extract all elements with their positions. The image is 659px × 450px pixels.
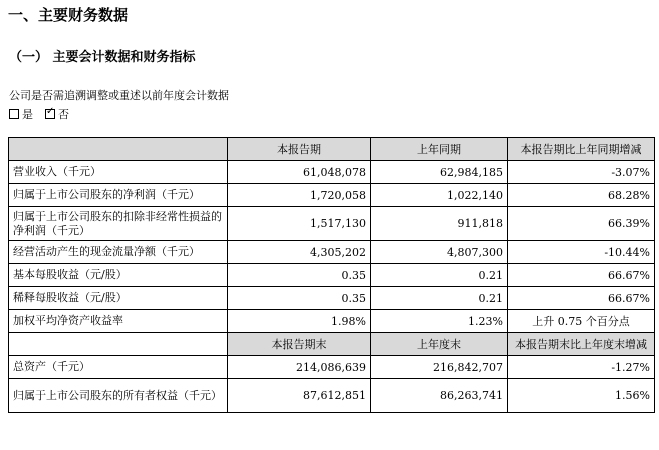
subsection-heading: （一） 主要会计数据和财务指标 (9, 50, 196, 65)
table-row (9, 264, 655, 287)
current-period-value: 0.35 (228, 264, 371, 287)
prior-period-value: 4,807,300 (371, 241, 508, 264)
row-label: 经营活动产生的现金流量净额（千元） (9, 241, 228, 264)
header-cell (9, 333, 228, 356)
prior-period-value: 0.21 (371, 264, 508, 287)
restatement-choice (9, 106, 69, 122)
checkbox-no-checked[interactable] (45, 109, 55, 119)
current-period-value: 1,517,130 (228, 207, 371, 241)
table-row (9, 161, 655, 184)
header-cell: 上年同期 (371, 138, 508, 161)
option-yes-label: 是 (22, 108, 33, 121)
prior-period-value: 62,984,185 (371, 161, 508, 184)
row-label: 归属于上市公司股东的扣除非经常性损益的净利润（千元） (9, 207, 228, 241)
change-value: 66.67% (508, 264, 655, 287)
section-heading: 一、主要财务数据 (8, 6, 129, 24)
change-value: -1.27% (508, 356, 655, 379)
header-cell: 本报告期末比上年度末增减 (508, 333, 655, 356)
current-period-value: 1.98% (228, 310, 371, 333)
change-value: 66.67% (508, 287, 655, 310)
prior-period-value: 0.21 (371, 287, 508, 310)
table2-header-row (9, 333, 655, 356)
restatement-question: 公司是否需追溯调整或重述以前年度会计数据 (9, 89, 229, 102)
period-end-value: 214,086,639 (228, 356, 371, 379)
checkbox-yes[interactable] (9, 109, 19, 119)
period-end-value: 87,612,851 (228, 379, 371, 413)
row-label: 加权平均净资产收益率 (9, 310, 228, 333)
current-period-value: 4,305,202 (228, 241, 371, 264)
table-row (9, 356, 655, 379)
table-row (9, 184, 655, 207)
row-label: 归属于上市公司股东的所有者权益（千元） (9, 379, 228, 413)
row-label: 总资产（千元） (9, 356, 228, 379)
row-label: 稀释每股收益（元/股） (9, 287, 228, 310)
option-no-label: 否 (58, 108, 69, 121)
prior-year-end-value: 216,842,707 (371, 356, 508, 379)
prior-period-value: 911,818 (371, 207, 508, 241)
header-cell: 本报告期末 (228, 333, 371, 356)
financial-data-table (8, 137, 655, 413)
change-value: -10.44% (508, 241, 655, 264)
row-label: 营业收入（千元） (9, 161, 228, 184)
header-cell (9, 138, 228, 161)
table-row (9, 310, 655, 333)
current-period-value: 1,720,058 (228, 184, 371, 207)
row-label: 归属于上市公司股东的净利润（千元） (9, 184, 228, 207)
table-row (9, 207, 655, 241)
change-value: 68.28% (508, 184, 655, 207)
table-row (9, 287, 655, 310)
prior-period-value: 1.23% (371, 310, 508, 333)
change-value: -3.07% (508, 161, 655, 184)
row-label: 基本每股收益（元/股） (9, 264, 228, 287)
table-row (9, 379, 655, 413)
change-value: 1.56% (508, 379, 655, 413)
table1-header-row (9, 138, 655, 161)
current-period-value: 0.35 (228, 287, 371, 310)
header-cell: 本报告期比上年同期增减 (508, 138, 655, 161)
table-row (9, 241, 655, 264)
header-cell: 上年度末 (371, 333, 508, 356)
change-value: 上升 0.75 个百分点 (508, 310, 655, 333)
current-period-value: 61,048,078 (228, 161, 371, 184)
prior-year-end-value: 86,263,741 (371, 379, 508, 413)
change-value: 66.39% (508, 207, 655, 241)
header-cell: 本报告期 (228, 138, 371, 161)
prior-period-value: 1,022,140 (371, 184, 508, 207)
